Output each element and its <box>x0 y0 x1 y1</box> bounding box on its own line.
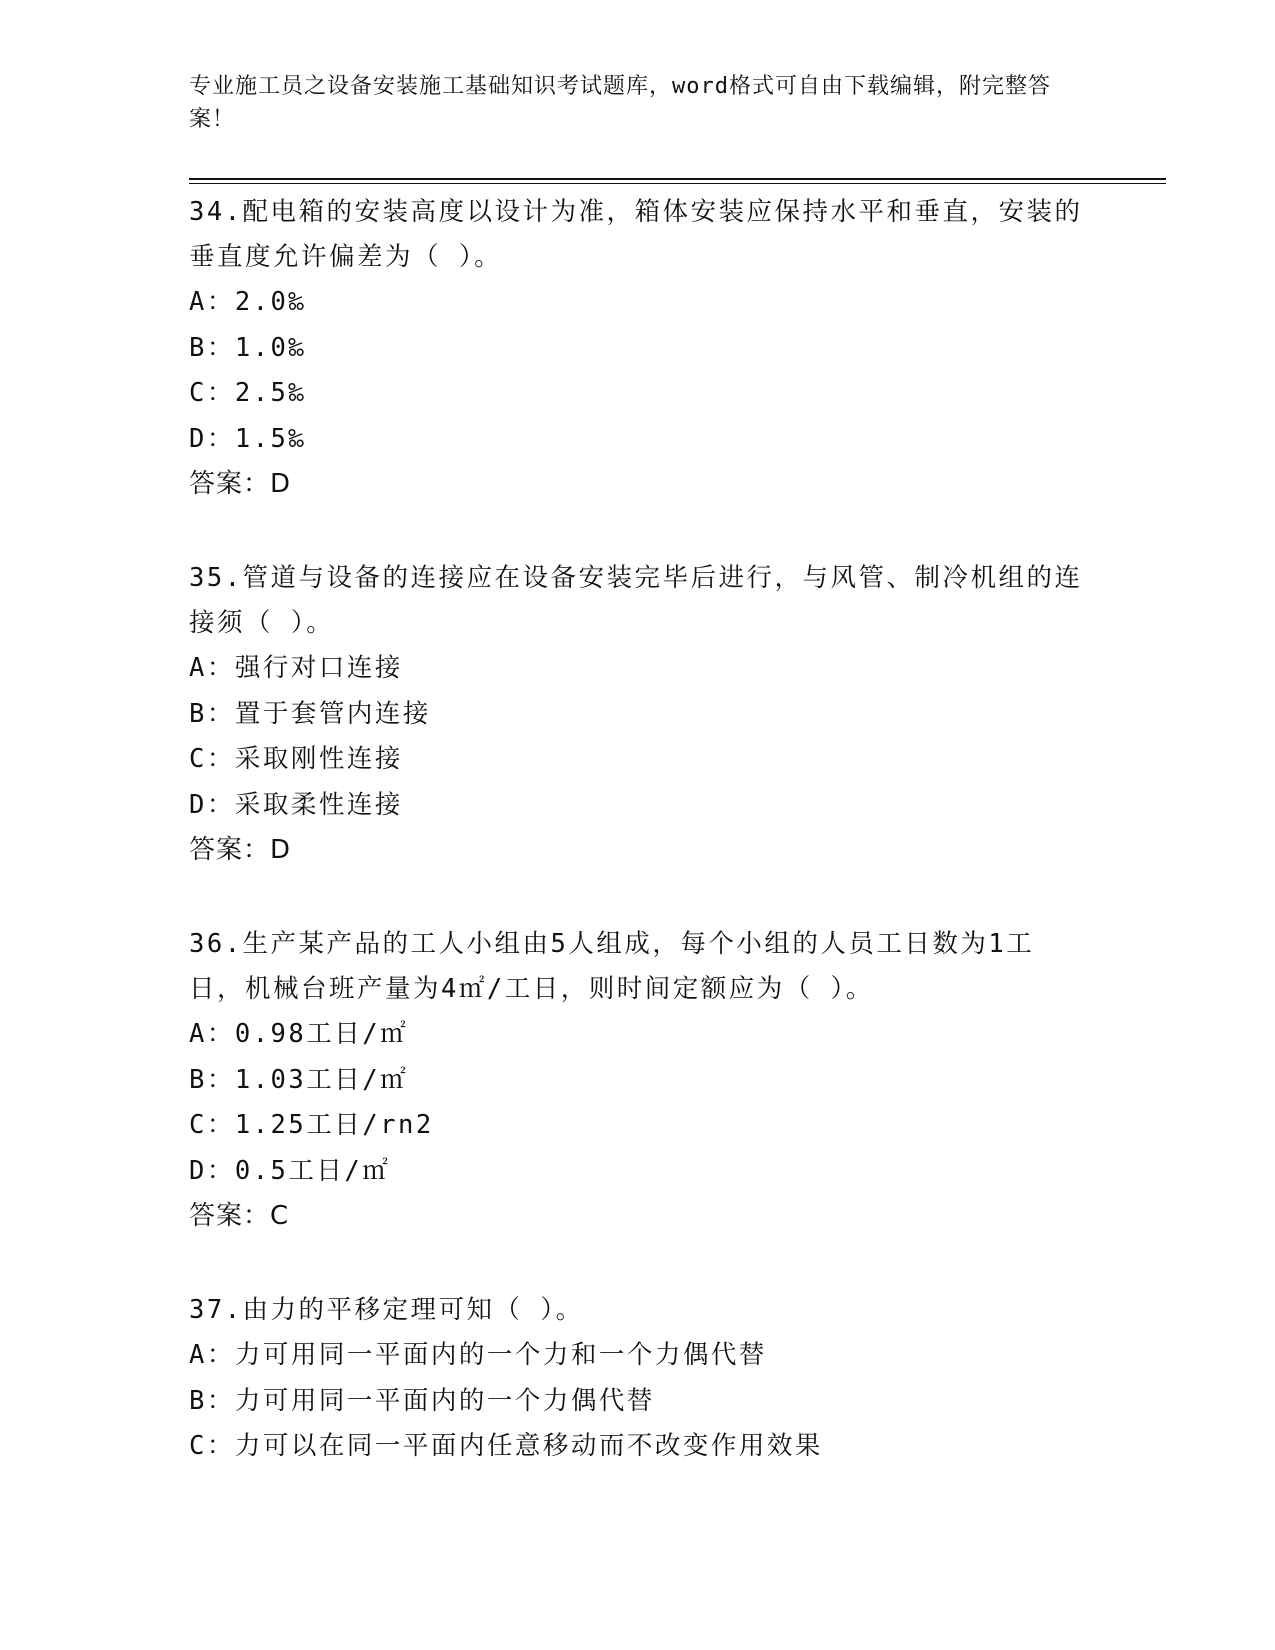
option-c: C：力可以在同一平面内任意移动而不改变作用效果 <box>189 1431 823 1461</box>
answer: 答案：D <box>189 835 292 865</box>
option-c: C：1.25工日/rn2 <box>189 1110 434 1140</box>
option-b: B：1.0‰ <box>189 332 307 363</box>
question-stem: 34.配电箱的安装高度以设计为准，箱体安装应保持水平和垂直，安装的垂直度允许偏差为（ ）。 <box>189 197 1083 272</box>
answer: 答案：D <box>189 469 292 499</box>
page-header: 专业施工员之设备安装施工基础知识考试题库，word格式可自由下载编辑，附完整答案！ <box>189 74 1051 132</box>
question-stem: 36.生产某产品的工人小组由5人组成，每个小组的人员工日数为1工日，机械台班产量为4㎡/工日，则时间定额应为（ ）。 <box>189 929 1035 1004</box>
question-36 <box>189 922 1089 1238</box>
option-b: B：1.03工日/㎡ <box>189 1064 409 1095</box>
option-d: D：1.5‰ <box>189 423 307 454</box>
option-c: C：采取刚性连接 <box>189 744 403 774</box>
question-34 <box>189 190 1089 506</box>
answer: 答案：C <box>189 1201 290 1231</box>
question-35 <box>189 556 1089 872</box>
option-a: A：力可用同一平面内的一个力和一个力偶代替 <box>189 1340 767 1370</box>
question-stem: 37.由力的平移定理可知（ ）。 <box>189 1295 584 1325</box>
option-a: A：2.0‰ <box>189 287 307 317</box>
option-b: B：力可用同一平面内的一个力偶代替 <box>189 1385 655 1416</box>
question-37 <box>189 1288 1089 1470</box>
header-divider-thick <box>189 178 1166 180</box>
option-b: B：置于套管内连接 <box>189 698 431 729</box>
option-a: A：强行对口连接 <box>189 653 403 683</box>
option-a: A：0.98工日/㎡ <box>189 1019 409 1049</box>
header-divider-thin <box>189 183 1166 184</box>
option-d: D：采取柔性连接 <box>189 789 403 820</box>
option-c: C：2.5‰ <box>189 378 307 408</box>
question-stem: 35.管道与设备的连接应在设备安装完毕后进行，与风管、制冷机组的连接须（ ）。 <box>189 563 1083 638</box>
option-d: D：0.5工日/㎡ <box>189 1155 391 1186</box>
